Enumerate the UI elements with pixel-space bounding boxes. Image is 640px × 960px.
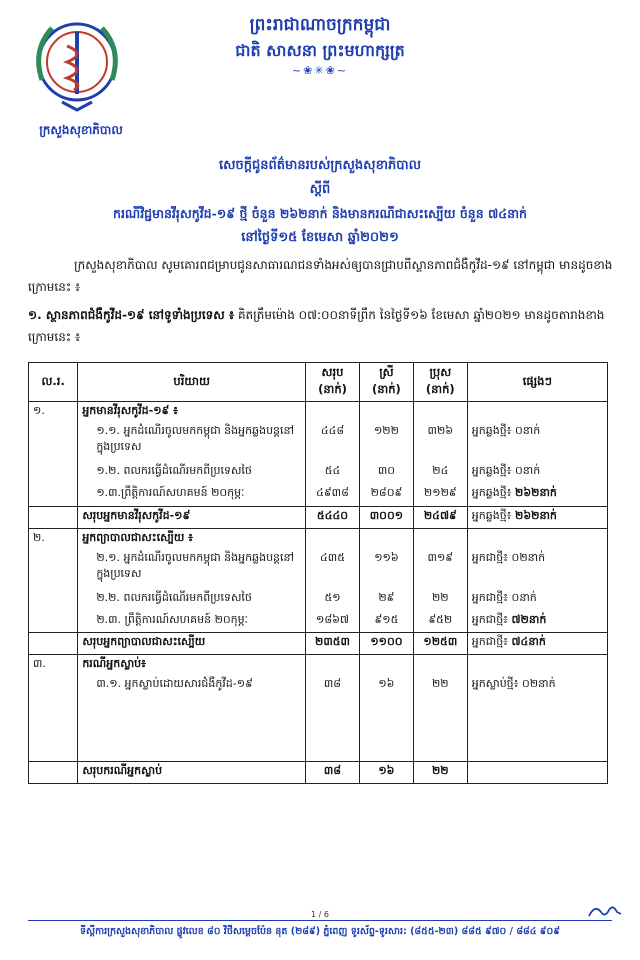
empty-cell — [306, 655, 360, 676]
row-note-label: អ្នកឆ្លងថ្មី៖ — [471, 464, 516, 477]
row-description — [78, 675, 306, 761]
table-total-row — [29, 633, 608, 655]
row-description-text: ១.២. ពលករធ្វើដំណើរមកពីប្រទេសថៃ — [96, 464, 252, 477]
group-title: ករណីអ្នកស្លាប់៖ — [78, 655, 306, 676]
empty-cell — [29, 633, 78, 655]
row-note-label: អ្នកឆ្លងថ្មី៖ — [471, 486, 516, 499]
row-note-value: ២៦២នាក់ — [515, 486, 557, 499]
group-title: អ្នកព្យាបាលជាសះស្បើយ ៖ — [78, 528, 306, 549]
row-description — [78, 462, 306, 484]
footer-divider — [28, 920, 612, 921]
total-note-label: អ្នកឆ្លងថ្មី៖ — [471, 508, 516, 522]
total-female: ១៦ — [360, 761, 414, 783]
table-row — [29, 422, 608, 462]
total-label: សរុបករណីអ្នកស្លាប់ — [78, 761, 306, 783]
total-note-value: ២៦២នាក់ — [515, 508, 557, 522]
empty-cell — [29, 506, 78, 528]
row-number: ១. — [29, 402, 78, 507]
row-total: ១៨៦៧ — [306, 611, 360, 633]
empty-cell — [467, 655, 607, 676]
empty-cell — [467, 402, 607, 423]
row-note-value: ០នាក់ — [515, 464, 541, 477]
row-male: ២៤ — [413, 462, 467, 484]
ministry-label: ក្រសួងសុខាភិបាល — [39, 123, 123, 137]
row-male: ៣១៩ — [413, 549, 467, 589]
announcement-date: នៅថ្ងៃទី១៥ ខែមេសា ឆ្នាំ២០២១ — [241, 230, 399, 245]
empty-cell — [413, 655, 467, 676]
total-total: ៣៨ — [306, 761, 360, 783]
row-note-label: អ្នកជាថ្មី៖ — [471, 612, 512, 626]
row-total: ៥៤ — [306, 462, 360, 484]
table-body — [29, 402, 608, 784]
total-male: ២២ — [413, 761, 467, 783]
national-motto: ជាតិ សាសនា ព្រះមហាក្សត្រ — [235, 41, 405, 60]
table-total-row — [29, 761, 608, 783]
empty-cell — [467, 528, 607, 549]
row-note-value: ០២នាក់ — [511, 550, 546, 564]
row-female: ១១៦ — [360, 549, 414, 589]
row-female: ៣០ — [360, 462, 414, 484]
row-note — [467, 611, 607, 633]
header-ornament: ~❀✳❀~ — [291, 64, 349, 77]
table-row — [29, 549, 608, 589]
row-male: ២២ — [413, 675, 467, 761]
total-female: ១១០០ — [360, 633, 414, 655]
row-note-value: ៧២នាក់ — [511, 612, 547, 626]
row-female: ១៦ — [360, 675, 414, 761]
empty-cell — [306, 402, 360, 423]
row-description-text: ២.៣. ព្រឹត្តិការណ៍សហគមន៍ ២០កុម្ភៈ — [96, 612, 249, 626]
col-header-female: ស្រី (នាក់) — [360, 363, 414, 402]
row-description-text: ១.១. អ្នកដំណើរចូលមកកម្ពុជា និងអ្នកឆ្លងបន្តនៅក្នុងប្រទេស — [96, 424, 295, 453]
empty-cell — [29, 761, 78, 783]
total-total: ២៣៥៣ — [306, 633, 360, 655]
empty-cell — [360, 402, 414, 423]
row-male: ២២ — [413, 589, 467, 611]
row-note — [467, 462, 607, 484]
total-label: សរុបអ្នកមានវីរុសកូវីដ-១៩ — [78, 506, 306, 528]
table-row — [29, 589, 608, 611]
table-row — [29, 462, 608, 484]
total-label: សរុបអ្នកព្យាបាលជាសះស្បើយ — [78, 633, 306, 655]
row-description — [78, 422, 306, 462]
row-note-value: ០នាក់ — [511, 590, 537, 604]
total-note — [467, 761, 607, 783]
row-male: ២១២៩ — [413, 484, 467, 506]
table-row — [29, 484, 608, 506]
row-note — [467, 484, 607, 506]
row-note-label: អ្នកជាថ្មី៖ — [471, 550, 512, 564]
row-total: ៥១ — [306, 589, 360, 611]
row-female: ២៨០៩ — [360, 484, 414, 506]
col-header-total: សរុប (នាក់) — [306, 363, 360, 402]
footer-address: ទីស្តីការក្រសួងសុខាភិបាល ផ្លូវលេខ ៨០ វិថីសម្តេចប៉ែន នុត (២៨៩) ភ្នំពេញ ទូរស័ព្ទ-ទូរសារ: (៨៥៥-២៣) ៨៨៥ ៩៧០ / ៨៨៤ ៩០៩ — [80, 926, 560, 937]
announcement-subject-label: ស្តីពី — [309, 182, 331, 197]
row-number: ៣. — [29, 655, 78, 762]
empty-cell — [360, 528, 414, 549]
row-female: ៩១៥ — [360, 611, 414, 633]
row-description-text: ១.៣.ព្រឹត្តិការណ៍សហគមន៍ ២០កុម្ភៈ — [96, 486, 245, 499]
row-male: ៣២៦ — [413, 422, 467, 462]
group-title: អ្នកមានវីរុសកូវីដ-១៩ ៖ — [78, 402, 306, 423]
section-1-text: គិតត្រឹមម៉ោង ០៧:០០នាទីព្រឹក នៃថ្ងៃទី១៦ ខែមេសា ឆ្នាំ២០២១ មានដូចតារាងខាងក្រោមនេះ ៖ — [28, 308, 605, 344]
announcement-subject: ករណីវិជ្ជមានវីរុសកូវីដ-១៩ ថ្មី ចំនួន ២៦២នាក់ និងមានករណីជាសះស្បើយ ចំនួន ៧៤នាក់ — [113, 206, 527, 221]
table-row — [29, 611, 608, 633]
page-number: 1 / 6 — [311, 910, 329, 919]
col-header-male: ប្រុស (នាក់) — [413, 363, 467, 402]
empty-cell — [413, 402, 467, 423]
row-note-label: អ្នកស្លាប់ថ្មី៖ — [471, 677, 522, 690]
row-note-value: ០២នាក់ — [522, 677, 556, 690]
total-note — [467, 633, 607, 655]
col-header-no: ល.រ. — [29, 363, 78, 402]
table-group-row — [29, 528, 608, 549]
row-description-text: ២.១. អ្នកដំណើរចូលមកកម្ពុជា និងអ្នកឆ្លងបន្តនៅក្នុងប្រទេស — [96, 550, 295, 580]
row-note-label: អ្នកជាថ្មី៖ — [471, 590, 512, 604]
row-description — [78, 549, 306, 589]
table-total-row — [29, 506, 608, 528]
table-header-row — [29, 363, 608, 402]
announcement-title: សេចក្តីជូនព័ត៌មានរបស់ក្រសួងសុខាភិបាល — [219, 158, 421, 173]
total-note — [467, 506, 607, 528]
row-description — [78, 484, 306, 506]
row-note-label: អ្នកឆ្លងថ្មី៖ — [471, 424, 516, 437]
row-total: ៤៩៣៨ — [306, 484, 360, 506]
empty-cell — [413, 528, 467, 549]
total-note-value: ៧៤នាក់ — [511, 635, 546, 648]
row-note — [467, 675, 607, 761]
table-group-row — [29, 655, 608, 676]
kingdom-heading: ព្រះរាជាណាចក្រកម្ពុជា — [249, 15, 391, 35]
total-female: ៣០០១ — [360, 506, 414, 528]
col-header-description: បរិយាយ — [78, 363, 306, 402]
row-total: ៤៤៨ — [306, 422, 360, 462]
intro-paragraph: ក្រសួងសុខាភិបាល សូមគោរពជម្រាបជូនសាធារណជនទាំងអស់ឲ្យបានជ្រាបពីស្ថានភាពជំងឺកូវីដ-១៩ នៅកម្ពុជា មានដូចខាងក្រោមនេះ ៖ — [28, 258, 613, 294]
col-header-other: ផ្សេងៗ — [467, 363, 607, 402]
row-note — [467, 549, 607, 589]
row-note-value: ០នាក់ — [515, 424, 541, 437]
row-description-text: ៣.១. អ្នកស្លាប់ដោយសារជំងឺកូវីដ-១៩ — [96, 677, 253, 690]
row-female: ២៩ — [360, 589, 414, 611]
table-row — [29, 675, 608, 761]
covid-status-table — [28, 362, 608, 784]
row-male: ៩៥២ — [413, 611, 467, 633]
table-group-row — [29, 402, 608, 423]
row-number: ២. — [29, 528, 78, 633]
section-1-heading: ១. ស្ថានភាពជំងឺកូវីដ-១៩ នៅទូទាំងប្រទេស ៖ — [28, 308, 235, 322]
row-description — [78, 589, 306, 611]
total-note-label: អ្នកជាថ្មី៖ — [471, 635, 512, 648]
row-note — [467, 589, 607, 611]
row-female: ១២២ — [360, 422, 414, 462]
section-1-paragraph — [28, 304, 628, 348]
row-total: ៤៣៥ — [306, 549, 360, 589]
total-male: ២៤៧៩ — [413, 506, 467, 528]
row-note — [467, 422, 607, 462]
row-description-text: ២.២. ពលករធ្វើដំណើរមកពីប្រទេសថៃ — [96, 590, 252, 604]
row-total: ៣៨ — [306, 675, 360, 761]
empty-cell — [360, 655, 414, 676]
row-description — [78, 611, 306, 633]
total-total: ៥៤៤០ — [306, 506, 360, 528]
empty-cell — [306, 528, 360, 549]
total-male: ១២៥៣ — [413, 633, 467, 655]
